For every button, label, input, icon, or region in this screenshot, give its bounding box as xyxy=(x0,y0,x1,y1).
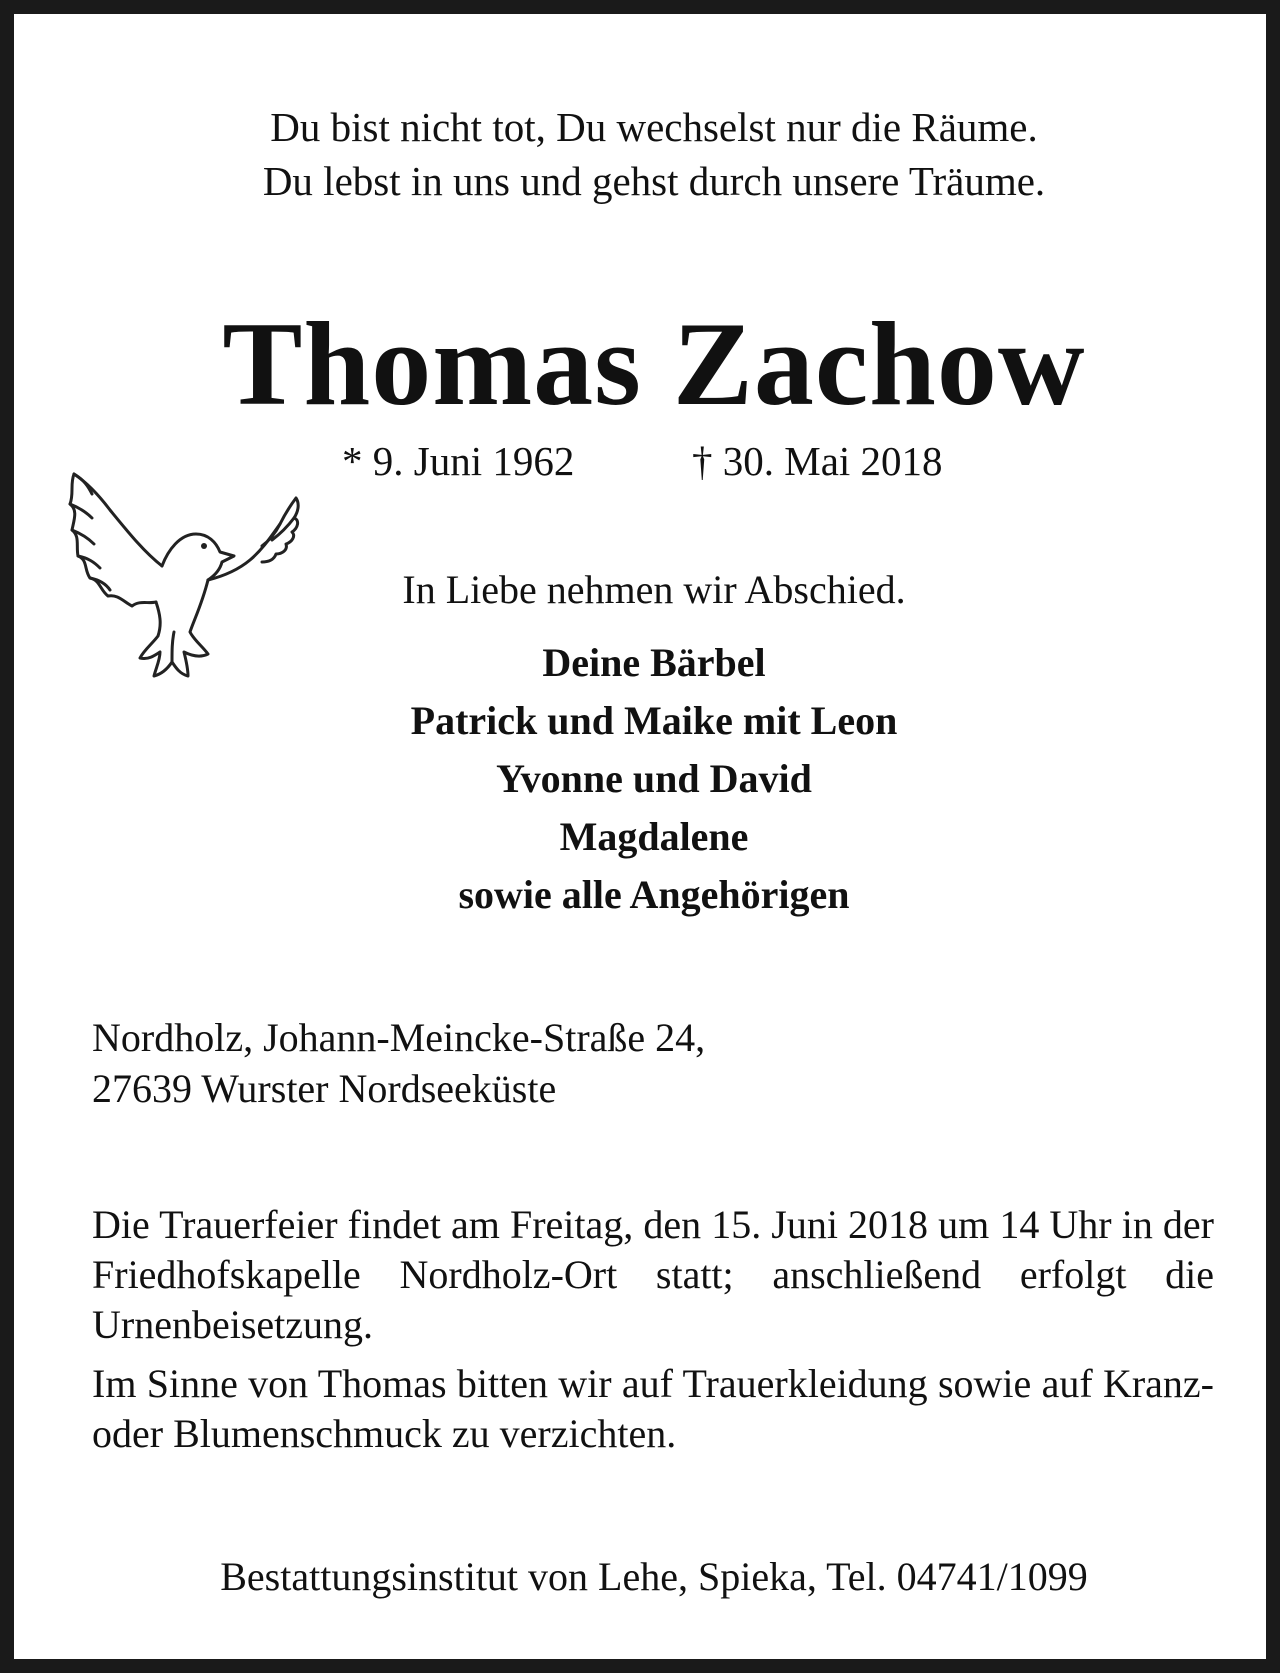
farewell-line: In Liebe nehmen wir Abschied. xyxy=(402,567,906,612)
memorial-quote xyxy=(14,100,1280,208)
mourner-address xyxy=(92,1012,705,1114)
mourning-wish: Im Sinne von Thomas bitten wir auf Trauerkleidung sowie auf Kranz- oder Blumenschmuck zu verzichten. xyxy=(92,1361,1214,1456)
deceased-name: Thomas Zachow xyxy=(222,297,1086,430)
mourners-list xyxy=(14,634,1280,924)
mourner-name: Deine Bärbel xyxy=(542,640,766,685)
address-line-2: 27639 Wurster Nordseeküste xyxy=(92,1066,557,1111)
funeral-home-info: Bestattungsinstitut von Lehe, Spieka, Tel. 04741/1099 xyxy=(220,1554,1088,1599)
mourner-name: sowie alle Angehörigen xyxy=(458,872,850,917)
ceremony-announcement: Die Trauerfeier findet am Freitag, den 15. Juni 2018 um 14 Uhr in der Friedhofskapelle Nordholz-Ort statt; anschließend erfolgt die Urnenbeisetzung. xyxy=(92,1202,1214,1347)
quote-line-1: Du bist nicht tot, Du wechselst nur die Räume. xyxy=(270,104,1038,150)
quote-line-2: Du lebst in uns und gehst durch unsere Träume. xyxy=(262,158,1046,204)
birth-date: * 9. Juni 1962 xyxy=(342,438,575,484)
mourner-name: Magdalene xyxy=(559,814,749,859)
mourner-name: Patrick und Maike mit Leon xyxy=(410,698,898,743)
death-date: † 30. Mai 2018 xyxy=(692,438,943,484)
address-line-1: Nordholz, Johann-Meincke-Straße 24, xyxy=(92,1015,706,1060)
mourner-name: Yvonne und David xyxy=(496,756,812,801)
